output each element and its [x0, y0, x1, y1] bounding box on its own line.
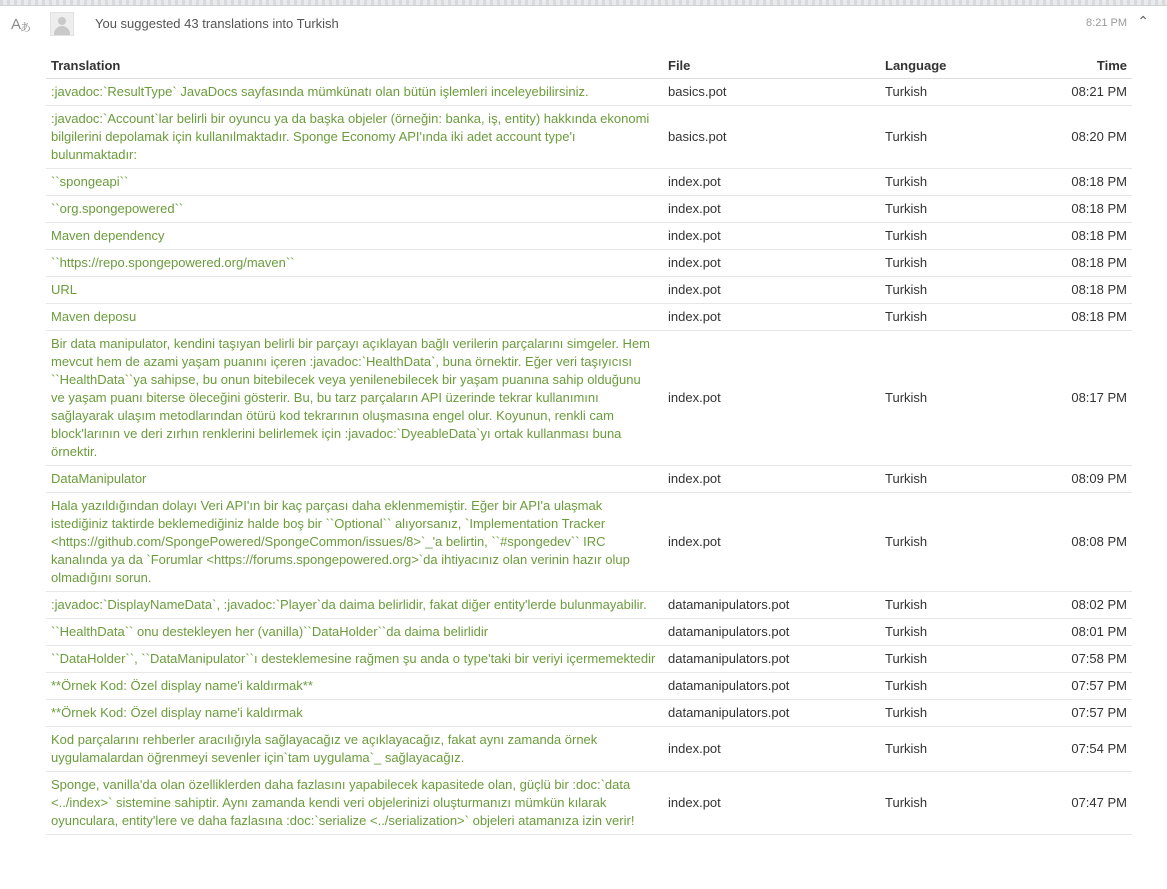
time-cell: 07:47 PM: [1022, 772, 1132, 835]
translate-icon: Aあ: [11, 16, 31, 34]
file-cell: datamanipulators.pot: [663, 700, 880, 727]
translation-cell: [46, 700, 663, 727]
avatar[interactable]: [50, 12, 74, 36]
time-cell: 08:08 PM: [1022, 493, 1132, 592]
language-cell: Turkish: [880, 331, 1022, 466]
translation-link[interactable]: **Örnek Kod: Özel display name'i kaldırmak**: [51, 678, 313, 693]
translations-table: [46, 53, 1132, 835]
translation-link[interactable]: Sponge, vanilla'da olan özelliklerden daha fazlasını yapabilecek kapasitede olan, güçlü bir :doc:`data <../index>` sistemine sahiptir. Aynı zamanda kendi veri objelerinizi oluşturmanızı mümkün kılarak oyunculara, entity'lere ve daha fazlasına :doc:`serialize <../serialization>` objeleri atamanıza izin verir!: [51, 777, 635, 828]
language-cell: Turkish: [880, 250, 1022, 277]
time-cell: 08:02 PM: [1022, 592, 1132, 619]
table-row: [46, 493, 1132, 592]
language-cell: Turkish: [880, 106, 1022, 169]
table-row: [46, 79, 1132, 106]
time-cell: 07:57 PM: [1022, 700, 1132, 727]
translation-link[interactable]: :javadoc:`Account`lar belirli bir oyuncu ya da başka objeler (örneğin: banka, iş, entity) hakkında ekonomi bilgilerini depolamak için kullanılmaktadır. Sponge Economy API'ında iki adet account type'ı bulunmaktadır:: [51, 111, 650, 162]
language-cell: Turkish: [880, 646, 1022, 673]
time-cell: 07:57 PM: [1022, 673, 1132, 700]
table-row: [46, 727, 1132, 772]
column-header-time: Time: [1022, 53, 1132, 79]
time-cell: 08:20 PM: [1022, 106, 1132, 169]
table-row: [46, 250, 1132, 277]
translation-cell: [46, 619, 663, 646]
language-cell: Turkish: [880, 277, 1022, 304]
translation-link[interactable]: Maven deposu: [51, 309, 137, 324]
table-row: [46, 169, 1132, 196]
table-row: [46, 106, 1132, 169]
table-row: [46, 304, 1132, 331]
table-row: [46, 466, 1132, 493]
file-cell: index.pot: [663, 727, 880, 772]
translation-link[interactable]: **Örnek Kod: Özel display name'i kaldırmak: [51, 705, 303, 720]
time-cell: 08:09 PM: [1022, 466, 1132, 493]
language-cell: Turkish: [880, 304, 1022, 331]
translation-cell: [46, 304, 663, 331]
language-cell: Turkish: [880, 772, 1022, 835]
column-header-file: File: [663, 53, 880, 79]
language-cell: Turkish: [880, 196, 1022, 223]
language-cell: Turkish: [880, 673, 1022, 700]
file-cell: datamanipulators.pot: [663, 592, 880, 619]
file-cell: index.pot: [663, 169, 880, 196]
file-cell: index.pot: [663, 304, 880, 331]
time-cell: 08:18 PM: [1022, 196, 1132, 223]
table-row: [46, 592, 1132, 619]
time-cell: 08:18 PM: [1022, 304, 1132, 331]
language-cell: Turkish: [880, 493, 1022, 592]
translation-link[interactable]: ``HealthData`` onu destekleyen her (vanilla)``DataHolder``da daima belirlidir: [51, 624, 489, 639]
translation-cell: [46, 493, 663, 592]
table-row: [46, 331, 1132, 466]
translation-link[interactable]: Hala yazıldığından dolayı Veri API'ın bir kaç parçası daha eklenmemiştir. Eğer bir API'a ulaşmak istediğiniz taktirde beklemediğiniz halde boş bir ``Optional`` alıyorsanız, `Implementation Tracker <https://github.com/SpongePowered/SpongeCommon/issues/8>`_'a belirtin, ``#spongedev`` IRC kanalında ya da `Forumlar <https://forums.spongepowered.org>`da ihtiyacınız olan verinin hazır olup olmadığını sorun.: [51, 498, 630, 585]
table-row: [46, 673, 1132, 700]
file-cell: datamanipulators.pot: [663, 619, 880, 646]
translation-link[interactable]: ``org.spongepowered``: [51, 201, 184, 216]
translation-link[interactable]: :javadoc:`DisplayNameData`, :javadoc:`Player`da daima belirlidir, fakat diğer entity'lerde bulunmayabilir.: [51, 597, 647, 612]
time-cell: 08:01 PM: [1022, 619, 1132, 646]
file-cell: index.pot: [663, 331, 880, 466]
file-cell: basics.pot: [663, 106, 880, 169]
translation-cell: [46, 277, 663, 304]
table-row: [46, 223, 1132, 250]
translation-cell: [46, 727, 663, 772]
table-row: [46, 646, 1132, 673]
language-cell: Turkish: [880, 727, 1022, 772]
time-cell: 08:18 PM: [1022, 169, 1132, 196]
time-cell: 08:17 PM: [1022, 331, 1132, 466]
translation-cell: [46, 250, 663, 277]
time-cell: 08:18 PM: [1022, 223, 1132, 250]
activity-header: [0, 6, 1167, 42]
file-cell: index.pot: [663, 277, 880, 304]
translation-cell: [46, 196, 663, 223]
language-cell: Turkish: [880, 223, 1022, 250]
language-cell: Turkish: [880, 169, 1022, 196]
translation-cell: [46, 106, 663, 169]
activity-time: 8:21 PM: [1086, 17, 1127, 29]
file-cell: index.pot: [663, 772, 880, 835]
language-cell: Turkish: [880, 700, 1022, 727]
translation-cell: [46, 223, 663, 250]
translation-cell: [46, 466, 663, 493]
file-cell: datamanipulators.pot: [663, 646, 880, 673]
table-row: [46, 277, 1132, 304]
translation-link[interactable]: :javadoc:`ResultType` JavaDocs sayfasında mümkünatı olan bütün işlemleri inceleyebilirsiniz.: [51, 84, 589, 99]
table-row: [46, 700, 1132, 727]
file-cell: basics.pot: [663, 79, 880, 106]
file-cell: index.pot: [663, 196, 880, 223]
chevron-up-icon[interactable]: ⌃: [1137, 13, 1149, 29]
translation-cell: [46, 79, 663, 106]
file-cell: index.pot: [663, 493, 880, 592]
language-cell: Turkish: [880, 619, 1022, 646]
file-cell: index.pot: [663, 223, 880, 250]
activity-summary: You suggested 43 translations into Turkish: [95, 16, 339, 31]
translation-link[interactable]: ``https://repo.spongepowered.org/maven``: [51, 255, 295, 270]
time-cell: 08:21 PM: [1022, 79, 1132, 106]
language-cell: Turkish: [880, 592, 1022, 619]
time-cell: 07:58 PM: [1022, 646, 1132, 673]
translation-link[interactable]: DataManipulator: [51, 471, 147, 486]
table-header-row: [46, 53, 1132, 79]
translation-cell: [46, 772, 663, 835]
time-cell: 07:54 PM: [1022, 727, 1132, 772]
translation-link[interactable]: URL: [51, 282, 78, 297]
file-cell: index.pot: [663, 466, 880, 493]
file-cell: datamanipulators.pot: [663, 673, 880, 700]
language-cell: Turkish: [880, 466, 1022, 493]
translation-link[interactable]: Kod parçalarını rehberler aracılığıyla sağlayacağız ve açıklayacağız, fakat aynı zamanda örnek uygulamalardan öğrenmeyi sevenler için`tam uygulama`_ sağlayacağız.: [51, 732, 598, 765]
language-cell: Turkish: [880, 79, 1022, 106]
column-header-translation: Translation: [46, 53, 663, 79]
translation-cell: [46, 673, 663, 700]
time-cell: 08:18 PM: [1022, 250, 1132, 277]
translation-cell: [46, 646, 663, 673]
table-row: [46, 619, 1132, 646]
translation-link[interactable]: ``DataHolder``, ``DataManipulator``ı desteklemesine rağmen şu anda o type'taki bir veriyi içermemektedir: [51, 651, 656, 666]
time-cell: 08:18 PM: [1022, 277, 1132, 304]
translation-cell: [46, 592, 663, 619]
translation-link[interactable]: Bir data manipulator, kendini taşıyan belirli bir parçayı açıklayan bağlı verilerin parçalarını simgeler. Hem mevcut hem de azami yaşam puanını içeren :javadoc:`HealthData`, buna örnektir. Eğer veri taşıyıcısı ``HealthData``ya sahipse, bu onun bitebilecek veya yenilenebilecek bir yaşam puanına sahip olduğunu ve yaşam puanı biterse öleceğini gösterir. Bu, bu tarz parçaların API üzerinde tekrar kullanımını sağlayarak ulaşım metodlarından ötürü kod tekrarının oluşmasına engel olur. Koyunun, renkli cam block'larının ve deri zırhın renklerini belirlemek için :javadoc:`DyeableData`yı ortak kullanması buna örnektir.: [51, 336, 651, 459]
translation-cell: [46, 169, 663, 196]
file-cell: index.pot: [663, 250, 880, 277]
table-row: [46, 772, 1132, 835]
translation-cell: [46, 331, 663, 466]
translation-link[interactable]: Maven dependency: [51, 228, 165, 243]
translation-link[interactable]: ``spongeapi``: [51, 174, 129, 189]
table-row: [46, 196, 1132, 223]
column-header-language: Language: [880, 53, 1022, 79]
